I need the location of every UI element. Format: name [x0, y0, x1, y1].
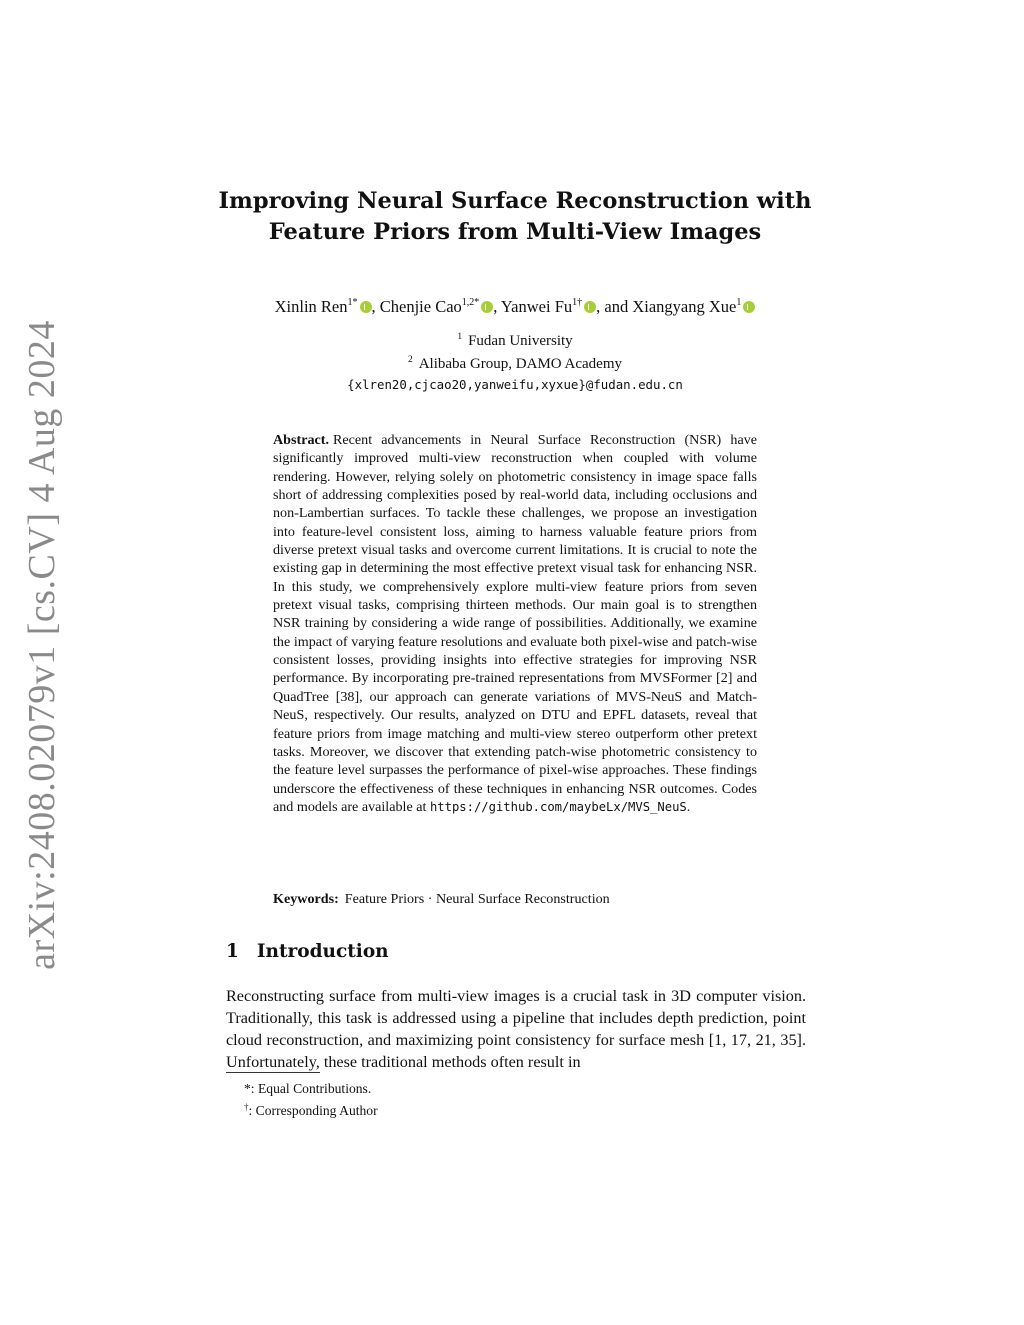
orcid-icon[interactable] — [743, 301, 755, 313]
author-xue: Xiangyang Xue$^1$ — [632, 297, 755, 316]
author-ren: Xinlin Ren$^{1*}$ , — [274, 297, 380, 316]
orcid-icon[interactable] — [481, 301, 493, 313]
footnote-equal-contribution: *: Equal Contributions. — [244, 1081, 372, 1096]
affiliation-1: $^1$ Fudan University — [457, 332, 573, 349]
section-title: Introduction — [256, 941, 389, 962]
affiliations — [200, 328, 830, 394]
orcid-icon[interactable] — [360, 301, 372, 313]
arxiv-identifier: arXiv:2408.02079v1 [cs.CV] 4 Aug 2024 — [21, 320, 63, 970]
introduction-paragraph: Reconstructing surface from multi-view images is a crucial task in 3D computer vision. Traditionally, this task is addressed using a pipeline that includes depth prediction, point cloud reconstruction, and maximizing point consistency for surface mesh [1, 17, 21, 35]. Unfortunately, these traditional methods often result in — [226, 987, 806, 1071]
section-number: 1 — [226, 941, 239, 962]
author-cao: Chenjie Cao$^{1,2*}$ , — [379, 297, 501, 316]
paper-title — [200, 186, 830, 248]
arxiv-side-stamp — [6, 320, 78, 970]
abstract-text: Recent advancements in Neural Surface Reconstruction (NSR) have significantly improved multi-view reconstruction when coupled with volume rendering. However, relying solely on photometric consistency in image space falls short of addressing complexities posed by real-world data, including occlusions and non-Lambertian surfaces. To tackle these challenges, we propose an investigation into feature-level consistent loss, aiming to harness valuable feature priors from diverse pretext visual tasks and overcome current limitations. It is crucial to note the existing gap in determining the most effective pretext visual task for enhancing NSR. In this study, we comprehensively explore multi-view feature priors from seven pretext visual tasks, comprising thirteen methods. Our main goal is to strengthen NSR training by considering a wide range of possibilities. Additionally, we examine the impact of varying feature resolutions and evaluate both pixel-wise and patch-wise consistent losses, providing insights into effective strategies for improving NSR performance. By incorporating pre-trained representations from MVSFormer [2] and QuadTree [38], our approach can generate variations of MVS-NeuS and Match-NeuS, respectively. Our results, analyzed on DTU and EPFL datasets, reveal that feature priors from image matching and multi-view stereo outperform other pretext tasks. Moreover, we discover that extending patch-wise photometric consistency to the feature level surpasses the performance of pixel-wise approaches. These findings underscore the effectiveness of these techniques in enhancing NSR outcomes. Codes and models are available at — [273, 432, 757, 815]
footnote-corresponding-author: †: Corresponding Author — [244, 1102, 378, 1118]
code-link[interactable]: https://github.com/maybeLx/MVS_NeuS — [429, 799, 687, 814]
orcid-icon[interactable] — [584, 301, 596, 313]
keywords-label: Keywords: — [273, 891, 339, 907]
affiliation-2: $^2$ Alibaba Group, DAMO Academy — [407, 355, 623, 372]
title-line-2: Feature Priors from Multi-View Images — [268, 219, 762, 245]
author-emails: {xlren20,cjcao20,yanweifu,xyxue}@fudan.edu.cn — [347, 377, 683, 392]
keywords-text: Feature Priors · Neural Surface Reconstruction — [344, 891, 610, 907]
abstract-label: Abstract. — [273, 432, 329, 448]
section-heading-introduction — [226, 940, 389, 964]
author-fu: Yanwei $Fu^{1\dagger}$ , and — [500, 297, 633, 316]
footnotes — [244, 1076, 378, 1120]
keywords — [273, 890, 757, 908]
footnote-divider — [226, 1072, 320, 1073]
title-line-1: Improving Neural Surface Reconstruction with — [218, 188, 812, 214]
author-list — [180, 292, 850, 318]
abstract: Abstract. Recent advancements in Neural Surface Reconstruction (NSR) have significantly improved multi-view reconstruction when coupled with volume rendering. However, relying solely on photometric consistency in image space falls short of addressing complexities posed by real-world data, including occlusions and non-Lambertian surfaces. To tackle these challenges, we propose an investigation into feature-level consistent loss, aiming to harness valuable feature priors from diverse pretext visual tasks and overcome current limitations. It is crucial to note the existing gap in determining the most effective pretext visual task for enhancing NSR. In this study, we comprehensively explore multi-view feature priors from seven pretext visual tasks, comprising thirteen methods. Our main goal is to strengthen NSR training by considering a wide range of possibilities. Additionally, we examine the impact of varying feature resolutions and evaluate both pixel-wise and patch-wise consistent losses, providing insights into effective strategies for improving NSR performance. By incorporating pre-trained representations from MVSFormer [2] and QuadTree [38], our approach can generate variations of MVS-NeuS and Match-NeuS, respectively. Our results, analyzed on DTU and EPFL datasets, reveal that feature priors from image matching and multi-view stereo outperform other pretext tasks. Moreover, we discover that extending patch-wise photometric consistency to the feature level surpasses the performance of pixel-wise approaches. These findings underscore the effectiveness of these techniques in enhancing NSR outcomes. Codes and models are available at https://github.com/maybeLx/MVS_NeuS. — [273, 432, 757, 815]
